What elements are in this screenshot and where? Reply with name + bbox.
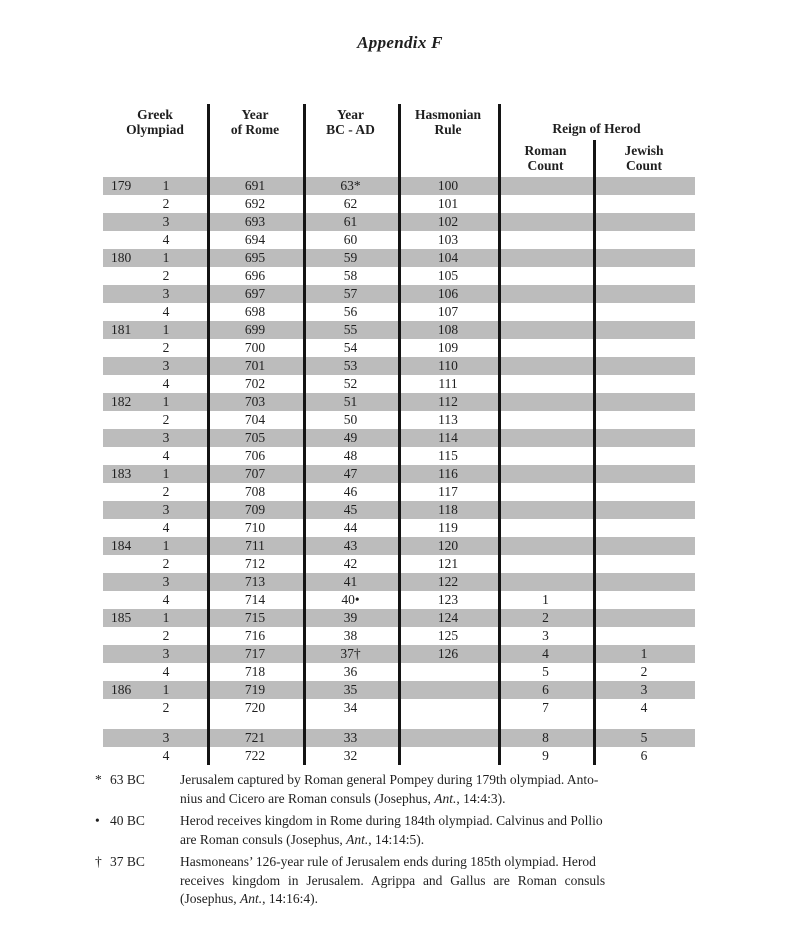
cell-spacer (181, 681, 207, 699)
cell-jewish-count (593, 303, 695, 321)
cell-olympiad (103, 231, 151, 249)
cell-hasmonian-rule: 109 (437, 340, 459, 355)
cell-hasmonian-rule: 120 (437, 538, 459, 553)
cell-roman-count (498, 393, 593, 411)
cell-year-rome: 703 (244, 394, 266, 409)
cell-jewish-count (593, 591, 695, 609)
cell-olympiad (103, 267, 151, 285)
cell-roman-count (498, 375, 593, 393)
cell-year-rome: 698 (244, 304, 266, 319)
cell-jewish-count (593, 537, 695, 555)
cell-year-bc: 57 (343, 286, 358, 301)
cell-quarter: 4 (162, 748, 170, 763)
cell-year-bc: 44 (343, 520, 358, 535)
cell-year-rome: 713 (244, 574, 266, 589)
cell-jewish-count (593, 213, 695, 231)
cell-olympiad (103, 483, 151, 501)
cell-spacer (181, 501, 207, 519)
cell-olympiad (103, 519, 151, 537)
footnotes (95, 771, 707, 913)
header-greek-olympiad: Greek Olympiad (126, 107, 184, 137)
cell-year-bc: 50 (343, 412, 358, 427)
cell-roman-count: 7 (542, 700, 549, 715)
cell-spacer (181, 537, 207, 555)
cell-hasmonian-rule: 101 (437, 196, 459, 211)
cell-year-bc: 37† (340, 646, 361, 661)
cell-quarter: 3 (162, 646, 170, 661)
cell-year-bc: 34 (343, 700, 358, 715)
cell-roman-count: 8 (542, 730, 549, 745)
cell-spacer (181, 321, 207, 339)
cell-spacer (181, 267, 207, 285)
cell-hasmonian-rule: 126 (437, 646, 459, 661)
cell-hasmonian-rule: 115 (438, 448, 458, 463)
cell-year-rome: 696 (244, 268, 266, 283)
cell-jewish-count (593, 609, 695, 627)
cell-spacer (181, 447, 207, 465)
cell-roman-count (498, 555, 593, 573)
cell-quarter: 1 (162, 538, 170, 553)
cell-hasmonian-rule: 103 (437, 232, 459, 247)
cell-roman-count (498, 501, 593, 519)
cell-spacer (181, 645, 207, 663)
cell-roman-count: 6 (542, 682, 549, 697)
column-divider (303, 104, 306, 765)
cell-quarter: 1 (162, 178, 170, 193)
cell-hasmonian-rule: 122 (437, 574, 459, 589)
footnote-marker: † (95, 854, 102, 869)
cell-hasmonian-rule (398, 729, 498, 747)
cell-jewish-count: 6 (640, 748, 648, 763)
cell-olympiad (103, 747, 151, 765)
cell-olympiad (103, 411, 151, 429)
cell-hasmonian-rule: 102 (437, 214, 459, 229)
cell-year-bc: 32 (343, 748, 358, 763)
cell-year-bc: 35 (343, 682, 358, 697)
cell-hasmonian-rule (398, 747, 498, 765)
cell-year-rome: 712 (244, 556, 266, 571)
cell-quarter: 2 (162, 484, 170, 499)
cell-spacer (181, 339, 207, 357)
cell-quarter: 1 (162, 466, 170, 481)
cell-jewish-count (593, 231, 695, 249)
cell-year-bc: 39 (343, 610, 358, 625)
cell-quarter: 4 (162, 448, 170, 463)
cell-spacer (181, 609, 207, 627)
footnote-text: Herod receives kingdom in Rome during 184th olympiad. Calvinus and Pollio are Roman consuls (Josephus, Ant., 14:14:5). (180, 813, 603, 847)
cell-hasmonian-rule: 100 (437, 178, 459, 193)
cell-quarter: 2 (162, 700, 170, 715)
cell-olympiad (103, 645, 151, 663)
cell-year-bc: 40• (341, 592, 360, 607)
cell-roman-count (498, 519, 593, 537)
cell-year-bc: 38 (343, 628, 358, 643)
cell-olympiad (103, 447, 151, 465)
cell-quarter: 3 (162, 214, 170, 229)
footnote-year: 63 BC (110, 772, 145, 787)
cell-spacer (181, 375, 207, 393)
cell-spacer (181, 429, 207, 447)
cell-year-rome: 720 (244, 700, 266, 715)
header-year-of-rome: Year of Rome (230, 107, 280, 137)
cell-spacer (181, 627, 207, 645)
cell-jewish-count (593, 375, 695, 393)
cell-year-rome: 710 (244, 520, 266, 535)
cell-year-rome: 716 (244, 628, 266, 643)
cell-hasmonian-rule: 119 (438, 520, 458, 535)
cell-roman-count (498, 231, 593, 249)
cell-jewish-count (593, 519, 695, 537)
cell-year-bc: 47 (343, 466, 358, 481)
cell-olympiad: 180 (111, 250, 132, 265)
cell-hasmonian-rule: 125 (437, 628, 459, 643)
cell-roman-count (498, 357, 593, 375)
cell-roman-count (498, 447, 593, 465)
cell-roman-count: 5 (542, 664, 549, 679)
cell-year-bc: 60 (343, 232, 358, 247)
cell-year-bc: 36 (343, 664, 358, 679)
cell-spacer (181, 213, 207, 231)
cell-year-rome: 699 (244, 322, 266, 337)
cell-olympiad (103, 213, 151, 231)
cell-year-rome: 717 (244, 646, 266, 661)
cell-spacer (181, 411, 207, 429)
page-title: Appendix F (357, 33, 443, 52)
cell-jewish-count (593, 573, 695, 591)
cell-hasmonian-rule: 117 (438, 484, 458, 499)
cell-roman-count: 4 (542, 646, 549, 661)
cell-quarter: 4 (162, 232, 170, 247)
cell-olympiad (103, 699, 151, 717)
cell-spacer (181, 729, 207, 747)
cell-roman-count: 9 (542, 748, 549, 763)
cell-quarter: 2 (162, 340, 170, 355)
cell-roman-count (498, 573, 593, 591)
cell-spacer (181, 663, 207, 681)
cell-jewish-count: 1 (640, 646, 648, 661)
cell-year-rome: 692 (244, 196, 266, 211)
cell-year-bc: 58 (343, 268, 358, 283)
cell-year-rome: 715 (244, 610, 266, 625)
cell-quarter: 3 (162, 286, 170, 301)
cell-olympiad: 184 (111, 538, 132, 553)
cell-jewish-count (593, 393, 695, 411)
cell-year-rome: 721 (244, 730, 266, 745)
cell-jewish-count (593, 627, 695, 645)
cell-jewish-count (593, 177, 695, 195)
cell-year-bc: 53 (343, 358, 358, 373)
column-divider (593, 140, 596, 765)
footnote-marker: • (95, 813, 100, 828)
cell-jewish-count (593, 285, 695, 303)
cell-jewish-count: 4 (640, 700, 648, 715)
cell-spacer (181, 231, 207, 249)
cell-olympiad (103, 729, 151, 747)
cell-hasmonian-rule: 104 (437, 250, 459, 265)
cell-spacer (181, 747, 207, 765)
cell-year-rome: 697 (244, 286, 266, 301)
cell-quarter: 1 (162, 394, 170, 409)
cell-spacer (181, 249, 207, 267)
cell-quarter: 3 (162, 358, 170, 373)
cell-year-rome: 718 (244, 664, 266, 679)
cell-jewish-count (593, 267, 695, 285)
cell-olympiad (103, 555, 151, 573)
cell-quarter: 1 (162, 322, 170, 337)
cell-year-rome: 714 (244, 592, 266, 607)
cell-year-rome: 722 (244, 748, 266, 763)
cell-olympiad (103, 429, 151, 447)
cell-quarter: 3 (162, 730, 170, 745)
cell-hasmonian-rule: 121 (437, 556, 459, 571)
cell-roman-count (498, 249, 593, 267)
cell-jewish-count: 2 (640, 664, 648, 679)
cell-roman-count (498, 339, 593, 357)
cell-spacer (181, 393, 207, 411)
cell-year-rome: 695 (244, 250, 266, 265)
cell-roman-count (498, 303, 593, 321)
footnote-year: 37 BC (110, 854, 145, 869)
cell-olympiad: 181 (111, 322, 132, 337)
footnote-text: Hasmoneans’ 126-year rule of Jerusalem ends during 185th olympiad. Herod receives kingdom in Jerusalem. Agrippa and Gallus are Roman consuls (Josephus, Ant., 14:16:4). (180, 854, 606, 906)
column-divider (398, 104, 401, 765)
cell-year-rome: 706 (244, 448, 266, 463)
cell-hasmonian-rule: 113 (438, 412, 458, 427)
cell-olympiad: 183 (111, 466, 132, 481)
cell-year-rome: 702 (244, 376, 266, 391)
cell-olympiad: 186 (111, 682, 132, 697)
cell-year-bc: 52 (343, 376, 358, 391)
cell-olympiad (103, 627, 151, 645)
column-divider (207, 104, 210, 765)
cell-spacer (181, 555, 207, 573)
cell-hasmonian-rule: 112 (438, 394, 458, 409)
cell-olympiad: 185 (111, 610, 132, 625)
cell-quarter: 2 (162, 268, 170, 283)
cell-jewish-count (593, 483, 695, 501)
cell-year-rome: 700 (244, 340, 266, 355)
cell-spacer (181, 357, 207, 375)
cell-year-rome: 708 (244, 484, 266, 499)
cell-spacer (181, 519, 207, 537)
cell-year-bc: 51 (343, 394, 358, 409)
cell-olympiad (103, 591, 151, 609)
cell-year-bc: 61 (343, 214, 358, 229)
cell-year-rome: 693 (244, 214, 266, 229)
cell-jewish-count (593, 555, 695, 573)
cell-jewish-count (593, 501, 695, 519)
cell-roman-count: 2 (542, 610, 549, 625)
cell-year-bc: 41 (343, 574, 358, 589)
cell-year-rome: 701 (244, 358, 266, 373)
header-roman-count: Roman Count (524, 143, 567, 173)
cell-year-bc: 59 (343, 250, 358, 265)
cell-spacer (181, 195, 207, 213)
cell-quarter: 4 (162, 520, 170, 535)
cell-quarter: 4 (162, 664, 170, 679)
cell-olympiad (103, 501, 151, 519)
header-reign-of-herod: Reign of Herod (552, 121, 641, 136)
cell-roman-count: 3 (542, 628, 549, 643)
cell-year-bc: 43 (343, 538, 358, 553)
cell-year-bc: 46 (343, 484, 358, 499)
cell-olympiad: 182 (111, 394, 132, 409)
cell-quarter: 1 (162, 250, 170, 265)
cell-jewish-count (593, 339, 695, 357)
cell-hasmonian-rule: 107 (437, 304, 459, 319)
cell-quarter: 2 (162, 196, 170, 211)
cell-quarter: 3 (162, 502, 170, 517)
cell-spacer (181, 465, 207, 483)
header-year-bc-ad: Year BC - AD (326, 107, 375, 137)
cell-olympiad (103, 357, 151, 375)
cell-spacer (181, 177, 207, 195)
cell-year-bc: 49 (343, 430, 358, 445)
cell-quarter: 2 (162, 556, 170, 571)
cell-quarter: 2 (162, 412, 170, 427)
cell-quarter: 3 (162, 430, 170, 445)
cell-hasmonian-rule: 110 (438, 358, 458, 373)
cell-year-rome: 719 (244, 682, 266, 697)
cell-roman-count (498, 411, 593, 429)
cell-quarter: 4 (162, 304, 170, 319)
footnote-text: Jerusalem captured by Roman general Pompey during 179th olympiad. Anto- nius and Cicero are Roman consuls (Josephus, Ant., 14:4:3). (180, 772, 599, 806)
cell-jewish-count: 3 (640, 682, 648, 697)
cell-hasmonian-rule: 114 (438, 430, 458, 445)
cell-hasmonian-rule: 118 (438, 502, 458, 517)
cell-quarter: 2 (162, 628, 170, 643)
cell-jewish-count (593, 195, 695, 213)
cell-roman-count (498, 213, 593, 231)
cell-year-rome: 691 (244, 178, 266, 193)
cell-quarter: 4 (162, 376, 170, 391)
cell-year-rome: 704 (244, 412, 266, 427)
cell-roman-count (498, 267, 593, 285)
cell-year-bc: 45 (343, 502, 358, 517)
cell-quarter: 4 (162, 592, 170, 607)
cell-jewish-count (593, 249, 695, 267)
cell-hasmonian-rule: 111 (438, 376, 458, 391)
cell-year-rome: 709 (244, 502, 266, 517)
cell-year-rome: 711 (245, 538, 265, 553)
cell-jewish-count: 5 (640, 730, 648, 745)
footnote (95, 771, 707, 808)
cell-year-rome: 705 (244, 430, 266, 445)
footnote (95, 853, 707, 909)
cell-jewish-count (593, 465, 695, 483)
cell-spacer (181, 303, 207, 321)
cell-roman-count (498, 465, 593, 483)
chronology-table (103, 104, 695, 765)
cell-spacer (181, 699, 207, 717)
cell-quarter: 1 (162, 682, 170, 697)
cell-roman-count (498, 537, 593, 555)
cell-roman-count (498, 285, 593, 303)
cell-jewish-count (593, 411, 695, 429)
cell-hasmonian-rule: 123 (437, 592, 459, 607)
cell-year-bc: 62 (343, 196, 358, 211)
cell-olympiad (103, 195, 151, 213)
cell-year-bc: 63* (340, 178, 361, 193)
cell-quarter: 3 (162, 574, 170, 589)
cell-hasmonian-rule: 105 (437, 268, 459, 283)
cell-olympiad (103, 375, 151, 393)
cell-roman-count (498, 429, 593, 447)
column-divider (498, 104, 501, 765)
cell-roman-count: 1 (542, 592, 549, 607)
cell-olympiad: 179 (111, 178, 132, 193)
cell-spacer (181, 573, 207, 591)
cell-year-bc: 54 (343, 340, 358, 355)
cell-year-bc: 42 (343, 556, 358, 571)
cell-roman-count (498, 195, 593, 213)
cell-jewish-count (593, 321, 695, 339)
cell-year-bc: 33 (343, 730, 358, 745)
cell-hasmonian-rule: 106 (437, 286, 459, 301)
footnote (95, 812, 707, 849)
cell-olympiad (103, 285, 151, 303)
cell-jewish-count (593, 357, 695, 375)
header-jewish-count: Jewish Count (624, 143, 664, 173)
cell-spacer (181, 285, 207, 303)
cell-olympiad (103, 303, 151, 321)
cell-hasmonian-rule (398, 699, 498, 717)
cell-spacer (181, 483, 207, 501)
cell-hasmonian-rule (398, 681, 498, 699)
cell-year-rome: 694 (244, 232, 266, 247)
cell-spacer (181, 591, 207, 609)
cell-year-bc: 48 (343, 448, 358, 463)
cell-roman-count (498, 177, 593, 195)
cell-year-rome: 707 (244, 466, 266, 481)
cell-quarter: 1 (162, 610, 170, 625)
cell-year-bc: 55 (343, 322, 358, 337)
cell-jewish-count (593, 429, 695, 447)
cell-year-bc: 56 (343, 304, 358, 319)
cell-olympiad (103, 339, 151, 357)
cell-roman-count (498, 321, 593, 339)
cell-jewish-count (593, 447, 695, 465)
footnote-year: 40 BC (110, 813, 145, 828)
cell-olympiad (103, 663, 151, 681)
cell-olympiad (103, 573, 151, 591)
cell-hasmonian-rule: 108 (437, 322, 459, 337)
cell-hasmonian-rule: 116 (438, 466, 458, 481)
cell-hasmonian-rule (398, 663, 498, 681)
footnote-marker: * (95, 772, 102, 787)
cell-roman-count (498, 483, 593, 501)
cell-hasmonian-rule: 124 (437, 610, 459, 625)
header-hasmonian-rule: Hasmonian Rule (414, 107, 482, 137)
